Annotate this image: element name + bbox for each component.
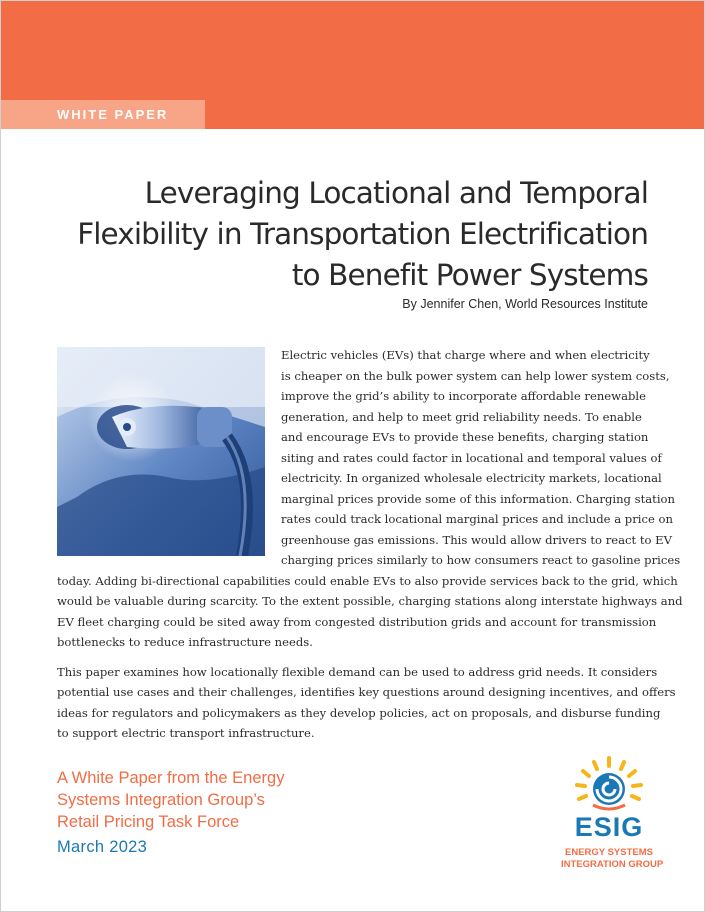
body-line: EV fleet charging could be sited away from congested distribution grids and account for transmission (57, 614, 657, 629)
body-line: rates could track locational marginal prices and include a price on (281, 512, 673, 526)
body-line: improve the grid’s ability to incorporate affordable renewable (281, 389, 646, 403)
body-line: greenhouse gas emissions. This would allow drivers to react to EV (281, 532, 673, 547)
tagline-line: Systems Integration Group’s (57, 791, 265, 809)
tagline-line: Retail Pricing Task Force (57, 813, 240, 831)
body-line: electricity. In organized wholesale electricity markets, locational (281, 471, 662, 485)
body-line: potential use cases and their challenges, identifies key questions around designing incentives, and offers (57, 685, 676, 699)
title-line: Flexibility in Transportation Electrification (77, 217, 648, 251)
body-line: bottlenecks to reduce infrastructure needs. (57, 635, 313, 649)
body-line: is cheaper on the bulk power system can help lower system costs, (281, 368, 670, 383)
logo-organization-name (561, 847, 664, 871)
title-line: Leveraging Locational and Temporal (144, 176, 648, 210)
summary-paragraph (57, 662, 676, 744)
document-title (8, 173, 648, 296)
body-line: charging prices similarly to how consumers react to gasoline prices (281, 553, 681, 567)
sun-swirl-icon (567, 755, 651, 815)
author-byline: By Jennifer Chen, World Resources Institute (402, 297, 648, 311)
body-line: ideas for regulators and policymakers as they develop policies, act on proposals, and disburse funding (57, 705, 661, 720)
publication-date: March 2023 (57, 838, 148, 856)
logo-name-line: INTEGRATION GROUP (561, 859, 664, 870)
esig-logo (561, 755, 664, 875)
abstract-body (57, 345, 683, 744)
abstract-paragraph (57, 345, 683, 653)
body-line: Electric vehicles (EVs) that charge where and when electricity (281, 348, 650, 362)
white-paper-label: WHITE PAPER (57, 107, 169, 122)
title-line: to Benefit Power Systems (291, 258, 648, 292)
body-line: This paper examines how locationally flexible demand can be used to address grid needs. It considers (57, 664, 658, 679)
body-line: and encourage EVs to provide these benefits, charging station (281, 430, 649, 444)
body-line: today. Adding bi-directional capabilities could enable EVs to also provide services back to the grid, which (57, 573, 678, 588)
logo-abbreviation: ESIG (574, 812, 644, 842)
body-line: to support electric transport infrastructure. (57, 726, 315, 740)
body-line: siting and rates could factor in locational and temporal values of (281, 450, 662, 465)
logo-name-line: ENERGY SYSTEMS (565, 847, 653, 858)
tagline-line: A White Paper from the Energy (57, 769, 285, 787)
body-line: generation, and help to meet grid reliability needs. To enable (281, 409, 642, 424)
publisher-tagline (57, 767, 284, 833)
body-line: marginal prices provide some of this information. Charging station (281, 491, 675, 506)
body-line: would be valuable during scarcity. To the extent possible, charging stations along interstate highways and (57, 594, 683, 608)
